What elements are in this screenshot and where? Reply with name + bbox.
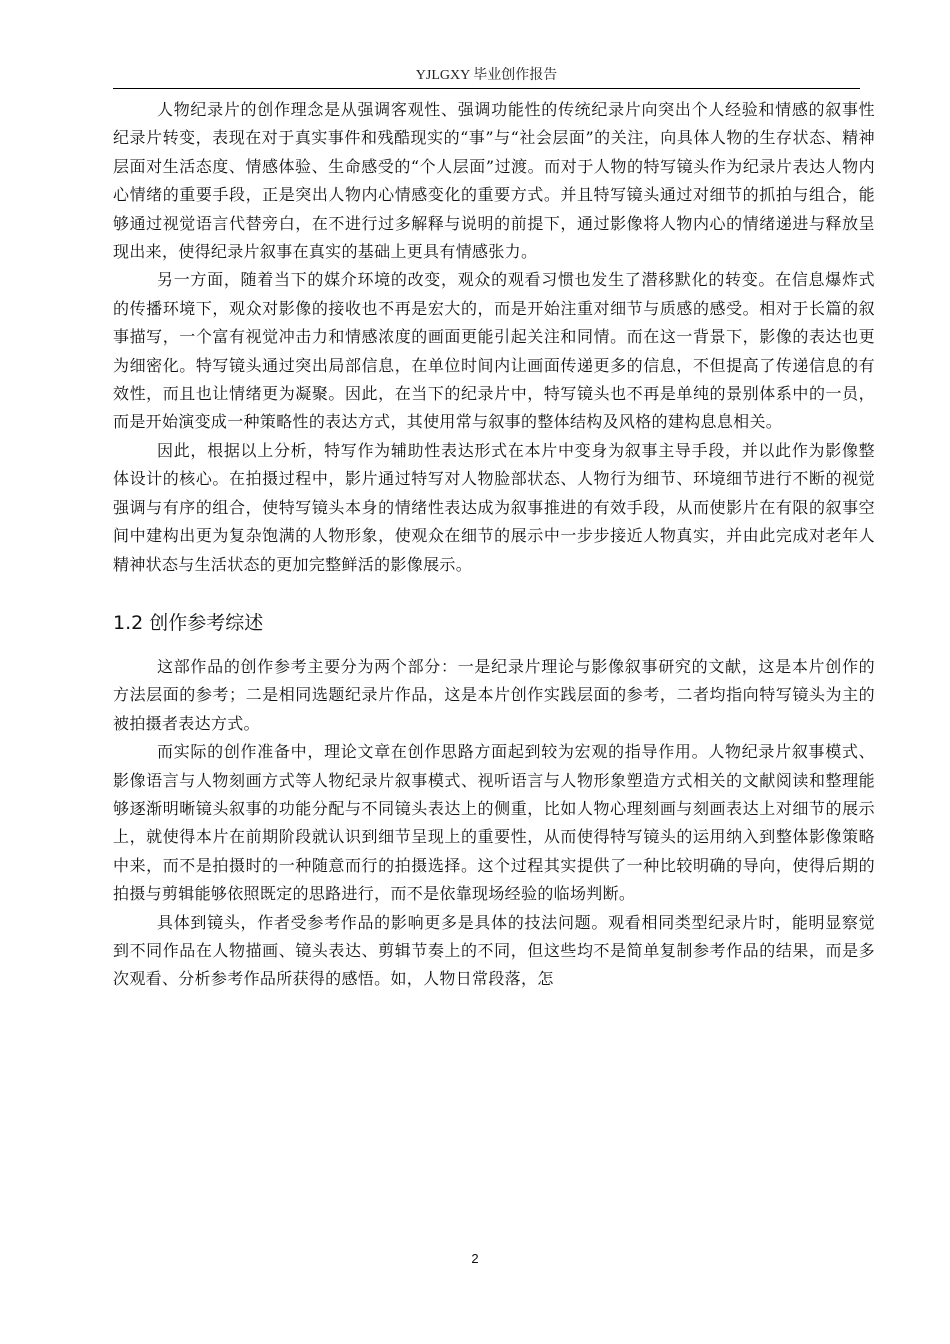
paragraph-2: 另一方面，随着当下的媒介环境的改变，观众的观看习惯也发生了潜移默化的转变。在信息爆炸式的传播环境下，观众对影像的接收也不再是宏大的，而是开始注重对细节与质感的感受。相对于长篇的叙事描写，一个富有视觉冲击力和情感浓度的画面更能引起关注和同情。而在这一背景下，影像的表达也更为细密化。特写镜头通过突出局部信息，在单位时间内让画面传递更多的信息，不但提高了传递信息的有效性，而且也让情绪更为凝聚。因此，在当下的纪录片中，特写镜头也不再是单纯的景别体系中的一员，而是开始演变成一种策略性的表达方式，其使用常与叙事的整体结构及风格的建构息息相关。 [113,270,875,432]
paragraph-1: 人物纪录片的创作理念是从强调客观性、强调功能性的传统纪录片向突出个人经验和情感的叙事性纪录片转变，表现在对于真实事件和残酷现实的“事”与“社会层面”的关注，向具体人物的生存状态、精神层面对生活态度、情感体验、生命感受的“个人层面”过渡。而对于人物的特写镜头作为纪录片表达人物内心情绪的重要手段，正是突出人物内心情感变化的重要方式。并且特写镜头通过对细节的抓拍与组合，能够通过视觉语言代替旁白，在不进行过多解释与说明的前提下，通过影像将人物内心的情绪递进与释放呈现出来，使得纪录片叙事在真实的基础上更具有情感张力。 [113,100,875,262]
section-paragraph-2: 而实际的创作准备中，理论文章在创作思路方面起到较为宏观的指导作用。人物纪录片叙事模式、影像语言与人物刻画方式等人物纪录片叙事模式、视听语言与人物形象塑造方式相关的文献阅读和整理能够逐渐明晰镜头叙事的功能分配与不同镜头表达上的侧重，比如人物心理刻画与刻画表达上对细节的展示上，就使得本片在前期阶段就认识到细节呈现上的重要性，从而使得特写镜头的运用纳入到整体影像策略中来，而不是拍摄时的一种随意而行的拍摄选择。这个过程其实提供了一种比较明确的导向，使得后期的拍摄与剪辑能够依照既定的思路进行，而不是依靠现场经验的临场判断。 [113,742,875,904]
page-header: YJLGXY 毕业创作报告 [113,64,860,89]
page-body [113,96,875,994]
section-paragraph-1: 这部作品的创作参考主要分为两个部分：一是纪录片理论与影像叙事研究的文献，这是本片创作的方法层面的参考；二是相同选题纪录片作品，这是本片创作实践层面的参考，二者均指向特写镜头为主的被拍摄者表达方式。 [113,656,875,733]
page-number: 2 [471,1251,479,1266]
paragraph-3: 因此，根据以上分析，特写作为辅助性表达形式在本片中变身为叙事主导手段，并以此作为影像整体设计的核心。在拍摄过程中，影片通过特写对人物脸部状态、人物行为细节、环境细节进行不断的视觉强调与有序的组合，使特写镜头本身的情绪性表达成为叙事推进的有效手段，从而使影片在有限的叙事空间中建构出更为复杂饱满的人物形象，使观众在细节的展示中一步步接近人物真实，并由此完成对老年人精神状态与生活状态的更加完整鲜活的影像展示。 [113,440,875,574]
section-paragraph-3: 具体到镜头，作者受参考作品的影响更多是具体的技法问题。观看相同类型纪录片时，能明显察觉到不同作品在人物描画、镜头表达、剪辑节奏上的不同，但这些均不是简单复制参考作品的结果，而是多次观看、分析参考作品所获得的感悟。如，人物日常段落，怎 [113,912,875,989]
section-heading: 1.2 创作参考综述 [113,611,264,634]
